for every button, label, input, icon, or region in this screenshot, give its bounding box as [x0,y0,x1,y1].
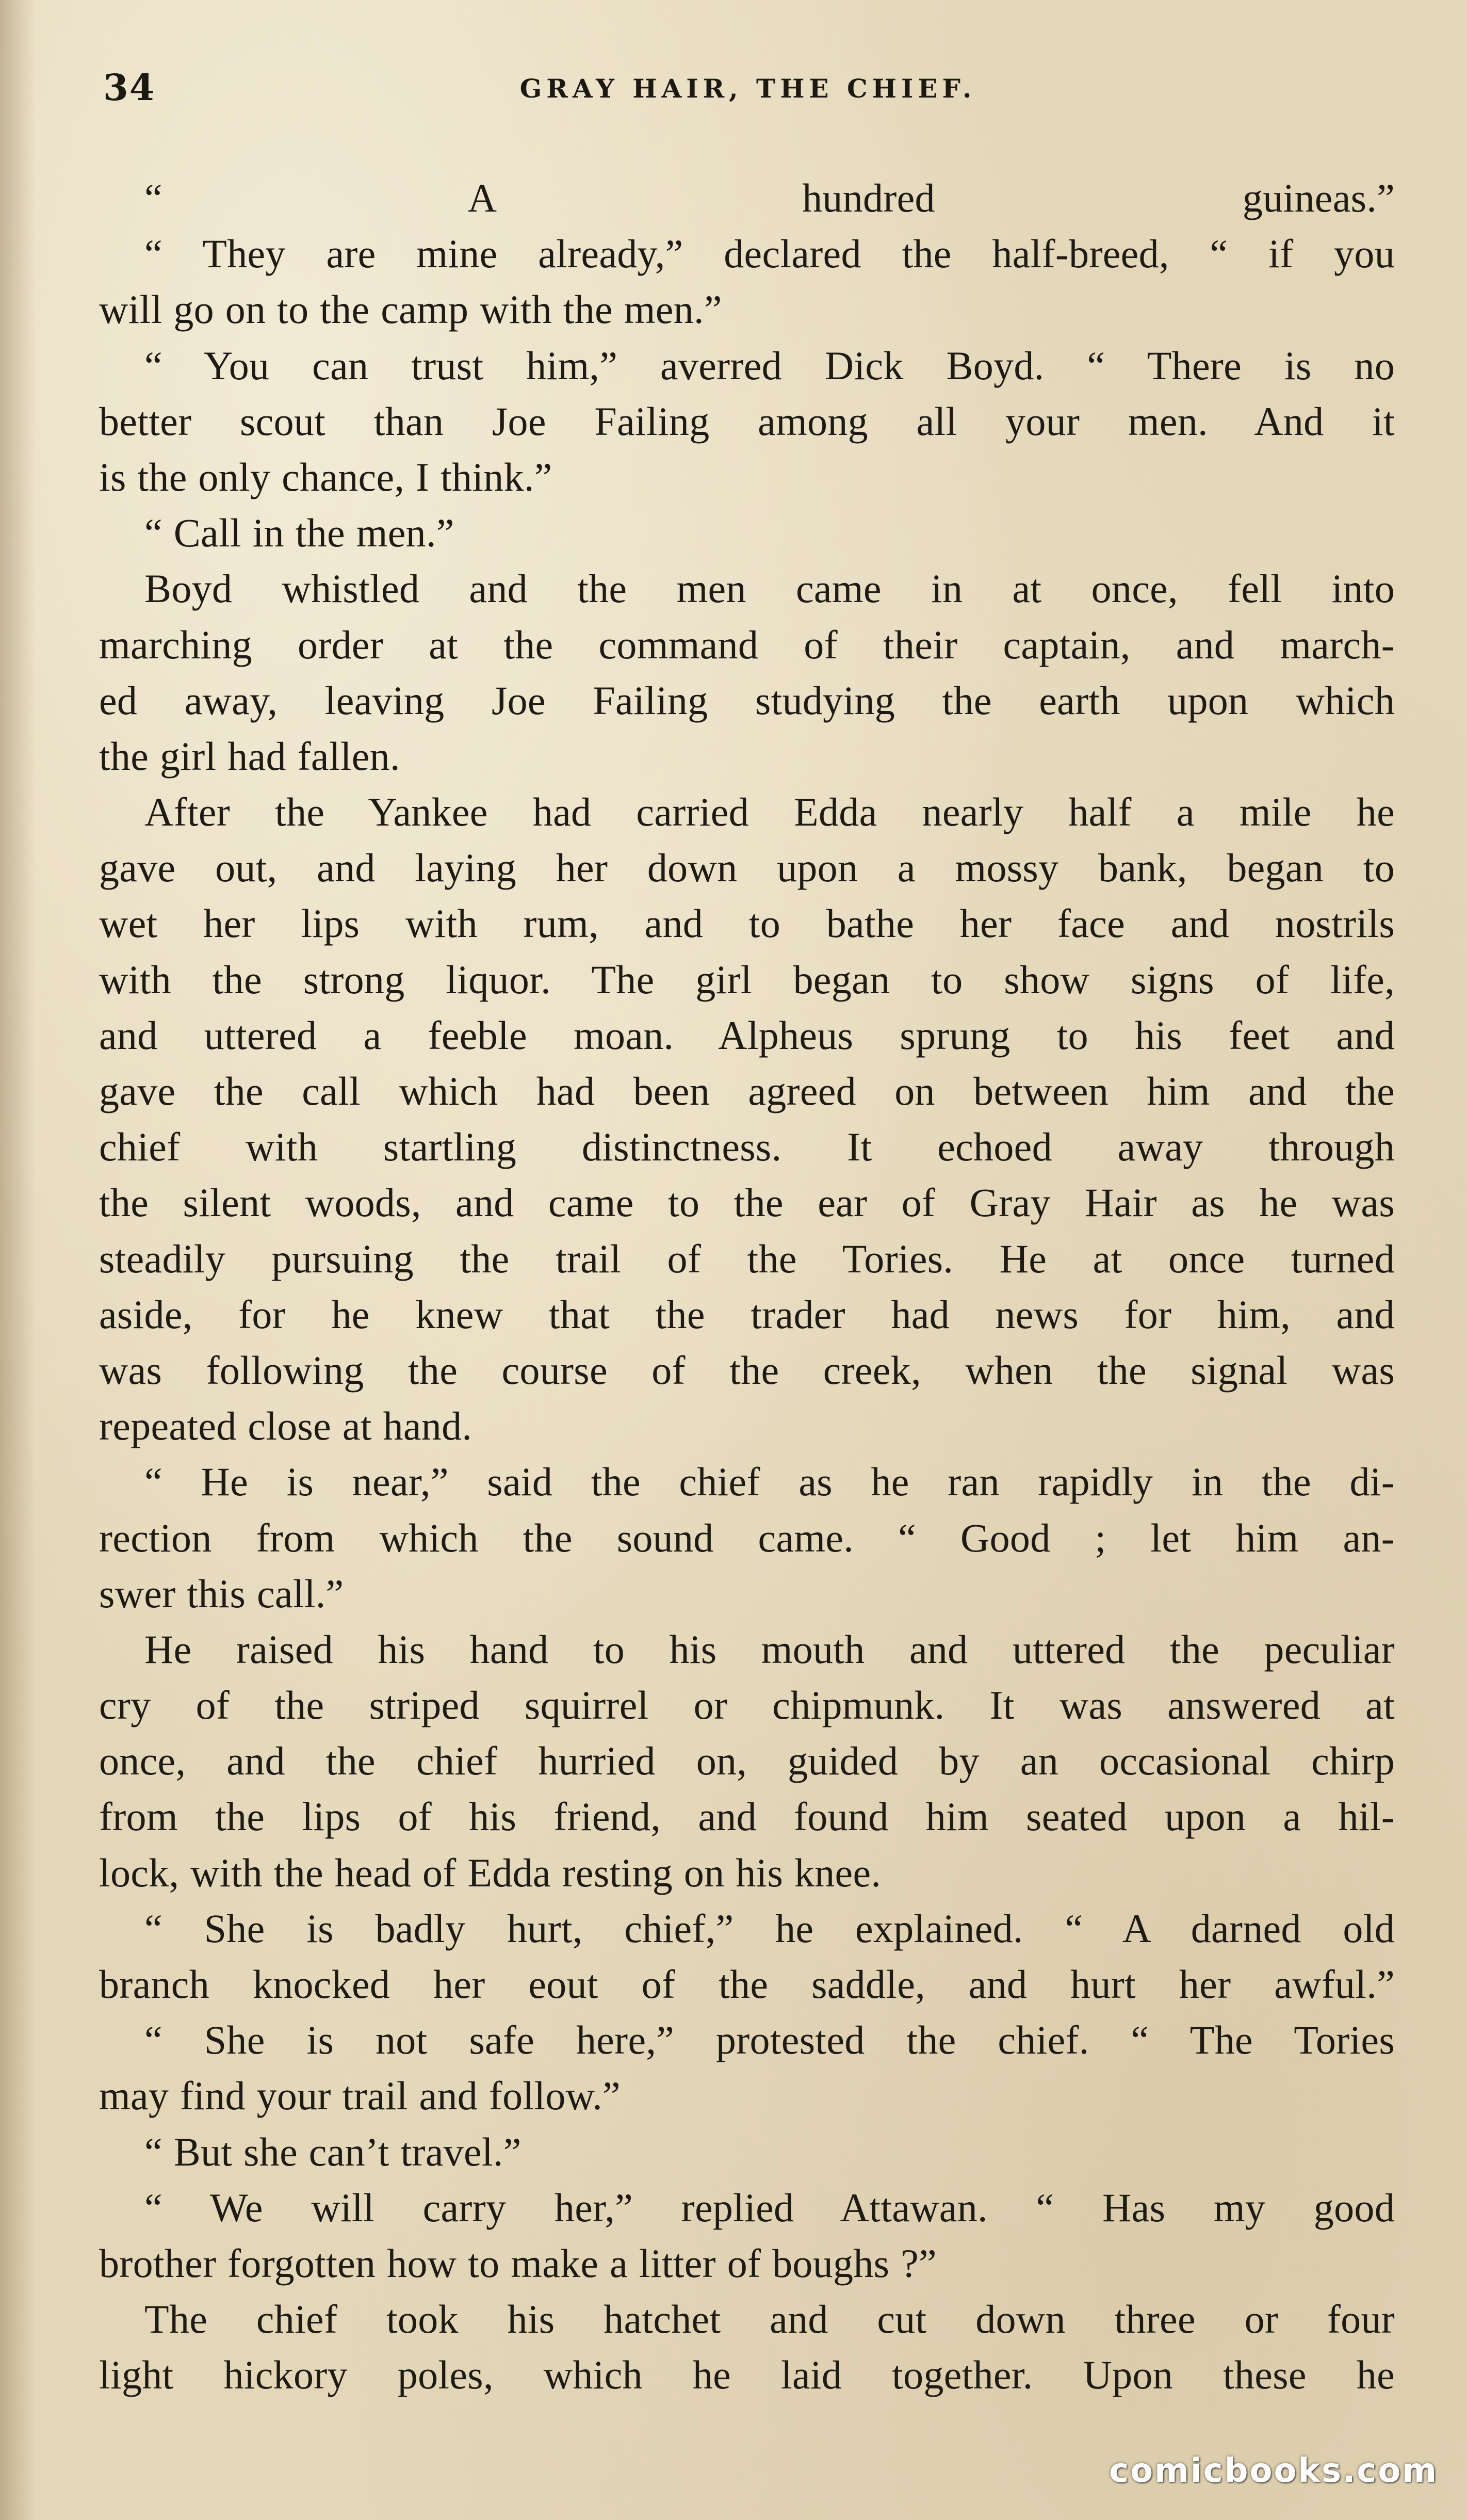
watermark: comicbooks.com [1109,2452,1438,2490]
text-line: rection from which the sound came. “ Good ; let him an- [99,1515,1395,1560]
binding-shadow [0,0,36,2520]
text-line: “ He is near,” said the chief as he ran rapidly in the di- [144,1459,1395,1505]
page-number: 34 [103,66,156,109]
text-line: aside, for he knew that the trader had news for him, and [99,1291,1395,1337]
text-line: The chief took his hatchet and cut down three or four [144,2297,1395,2342]
text-line: “ She is badly hurt, chief,” he explained. “ A darned old [144,1905,1395,1951]
text-line: “ Call in the men.” [144,510,454,556]
text-line: may find your trail and follow.” [99,2073,621,2119]
text-line: lock, with the head of Edda resting on his knee. [99,1850,882,1895]
text-line: “ She is not safe here,” protested the chief. “ The Tories [144,2017,1395,2063]
text-line: with the strong liquor. The girl began to show signs of life, [99,957,1395,1002]
text-line: ed away, leaving Joe Failing studying the earth upon which [99,677,1395,723]
text-line: “ We will carry her,” replied Attawan. “ Has my good [144,2185,1395,2230]
text-line: “ A hundred guineas.” [144,175,1395,220]
text-line: better scout than Joe Failing among all your men. And it [99,398,1395,444]
text-line: marching order at the command of their captain, and march- [99,622,1395,667]
text-line: brother forgotten how to make a litter of boughs ?” [99,2240,937,2286]
text-line: the girl had fallen. [99,733,400,779]
text-line: After the Yankee had carried Edda nearly half a mile he [144,789,1395,835]
text-line: gave out, and laying her down upon a mossy bank, began to [99,845,1395,891]
body-text [99,170,1395,2403]
page-header [103,66,1393,112]
text-line: once, and the chief hurried on, guided by an occasional chirp [99,1738,1395,1784]
text-line: cry of the striped squirrel or chipmunk. It was answered at [99,1683,1395,1728]
text-line: and uttered a feeble moan. Alpheus sprung to his feet and [99,1012,1395,1058]
text-line: steadily pursuing the trail of the Tories. He at once turned [99,1236,1395,1281]
text-line: He raised his hand to his mouth and uttered the peculiar [144,1626,1395,1672]
text-line: gave the call which had been agreed on between him and the [99,1069,1395,1113]
text-line: is the only chance, I think.” [99,454,552,499]
text-line: from the lips of his friend, and found him seated upon a hil- [99,1794,1395,1839]
text-line: chief with startling distinctness. It echoed away through [99,1124,1395,1170]
text-line: repeated close at hand. [99,1403,472,1449]
text-line: the silent woods, and came to the ear of Gray Hair as he was [99,1180,1395,1225]
text-line: “ They are mine already,” declared the half-breed, “ if you [144,231,1395,277]
text-line: “ But she can’t travel.” [144,2129,521,2174]
text-line: light hickory poles, which he laid together. Upon these he [99,2352,1395,2398]
text-line: branch knocked her eout of the saddle, and hurt her awful.” [99,1962,1395,2007]
text-line: “ You can trust him,” averred Dick Boyd. “ There is no [144,343,1395,388]
text-line: Boyd whistled and the men came in at once, fell into [144,566,1395,611]
running-head: GRAY HAIR, THE CHIEF. [519,73,976,104]
text-line: will go on to the camp with the men.” [99,287,722,332]
text-line: wet her lips with rum, and to bathe her face and nostrils [99,901,1395,946]
text-line: swer this call.” [99,1571,344,1616]
text-line: was following the course of the creek, when the signal was [99,1347,1395,1393]
